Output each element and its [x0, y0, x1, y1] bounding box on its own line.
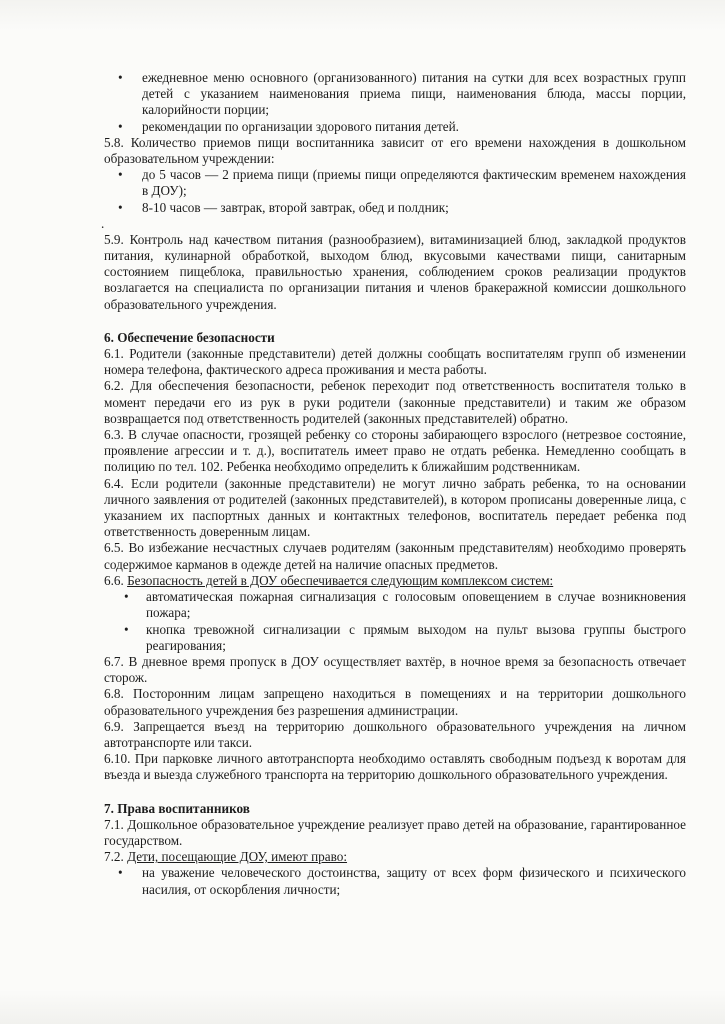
bullet-item — [104, 70, 686, 119]
bullet-text: кнопка тревожной сигнализации с прямым выходом на пульт вызова группы быстрого реагирования; — [146, 621, 686, 653]
bullet-item — [104, 622, 686, 654]
paragraph-7-2 — [104, 849, 686, 865]
bullet-marker: • — [118, 199, 123, 215]
bullet-marker: • — [124, 589, 129, 605]
bullet-item — [104, 865, 686, 897]
paragraph-6-8: 6.8. Посторонним лицам запрещено находиться в помещениях и на территории дошкольного образовательного учреждения без разрешения администрации. — [104, 686, 686, 718]
paragraph-6-3: 6.3. В случае опасности, грозящей ребенку со стороны забирающего взрослого (нетрезвое состояние, проявление агрессии и т. д.), воспитатель имеет право не отдать ребенка. Немедленно сообщать в полицию по тел. 102. Ребенка необходимо определить к ближайшим родственникам. — [104, 427, 686, 475]
bullet-item — [104, 167, 686, 199]
paragraph-6-6 — [104, 573, 686, 589]
bullet-text: автоматическая пожарная сигнализация с голосовым оповещением в случае возникновения пожара; — [146, 589, 686, 621]
bullet-marker: • — [124, 621, 129, 637]
section-heading-7: 7. Права воспитанников — [104, 800, 250, 816]
paragraph-6-9: 6.9. Запрещается въезд на территорию дошкольного образовательного учреждения на личном автотранспорте или такси. — [104, 718, 686, 750]
bullet-text: ежедневное меню основного (организованного) питания на сутки для всех возрастных групп детей с указанием наименования приема пищи, наименования блюда, массы порции, калорийности порции; — [142, 70, 686, 118]
section-heading-6: 6. Обеспечение безопасности — [104, 329, 275, 345]
bullet-text: 8-10 часов — завтрак, второй завтрак, обед и полдник; — [142, 199, 449, 215]
paragraph-6-2: 6.2. Для обеспечения безопасности, ребенок переходит под ответственность воспитателя только в момент передачи его из рук в руки родители (законные представители) и таким же образом возвращается под ответственность родителей (законных представителей) обратно. — [104, 378, 686, 426]
paragraph-6-10: 6.10. При парковке личного автотранспорта необходимо оставлять свободным подъезд к воротам для въезда и выезда служебного транспорта на территорию дошкольного образовательного учреждения. — [104, 751, 686, 783]
bullet-item — [104, 119, 686, 135]
paragraph-6-5: 6.5. Во избежание несчастных случаев родителям (законным представителям) необходимо проверять содержимое карманов в одежде детей на наличие опасных предметов. — [104, 540, 686, 572]
paragraph-5-9: 5.9. Контроль над качеством питания (разнообразием), витаминизацией блюд, закладкой продуктов питания, кулинарной обработкой, выходом блюд, вкусовыми качествами пищи, санитарным состоянием пищеблока, правильностью хранения, соблюдением сроков реализации продуктов возлагается на специалиста по организации питания и членов бракеражной комиссии дошкольного образовательного учреждения. — [104, 231, 686, 312]
bullet-marker: • — [118, 167, 123, 183]
bullet-item — [104, 200, 686, 216]
paragraph-6-6-number: 6.6. — [104, 572, 128, 588]
document-body — [101, 70, 686, 898]
paragraph-6-1: 6.1. Родители (законные представители) детей должны сообщать воспитателям групп об изменении номера телефона, фактического адреса проживания и места работы. — [104, 346, 686, 378]
bullet-marker: • — [118, 118, 123, 134]
stray-mark — [101, 215, 686, 232]
bullet-text: на уважение человеческого достоинства, защиту от всех форм физического и психического насилия, от оскорбления личности; — [142, 865, 686, 897]
paragraph-6-6-underlined: Безопасность детей в ДОУ обеспечивается следующим комплексом систем: — [127, 572, 554, 588]
bullet-text: рекомендации по организации здорового питания детей. — [142, 118, 459, 134]
paragraph-5-8: 5.8. Количество приемов пищи воспитанника зависит от его времени нахождения в дошкольном образовательном учреждении: — [104, 134, 686, 167]
stray-dot: . — [101, 215, 105, 231]
paragraph-7-2-underlined: Дети, посещающие ДОУ, имеют право: — [127, 849, 348, 865]
bullet-marker: • — [118, 70, 123, 85]
paragraph-7-2-number: 7.2. — [104, 849, 128, 865]
bullet-item — [104, 589, 686, 621]
paragraph-6-4: 6.4. Если родители (законные представители) не могут лично забрать ребенка, то на основании личного заявления от родителей (законных представителей), в котором прописаны доверенные лица, с указанием их паспортных данных и контактных телефонов, воспитатель передает ребенка под ответственность доверенным лицам. — [104, 475, 686, 540]
bullet-marker: • — [118, 865, 123, 881]
bullet-text: до 5 часов — 2 приема пищи (приемы пищи определяются фактическим временем нахождения в ДОУ); — [142, 167, 686, 199]
paragraph-6-7: 6.7. В дневное время пропуск в ДОУ осуществляет вахтёр, в ночное время за безопасность отвечает сторож. — [104, 653, 686, 686]
paragraph-7-1: 7.1. Дошкольное образовательное учреждение реализует право детей на образование, гарантированное государством. — [104, 816, 686, 848]
